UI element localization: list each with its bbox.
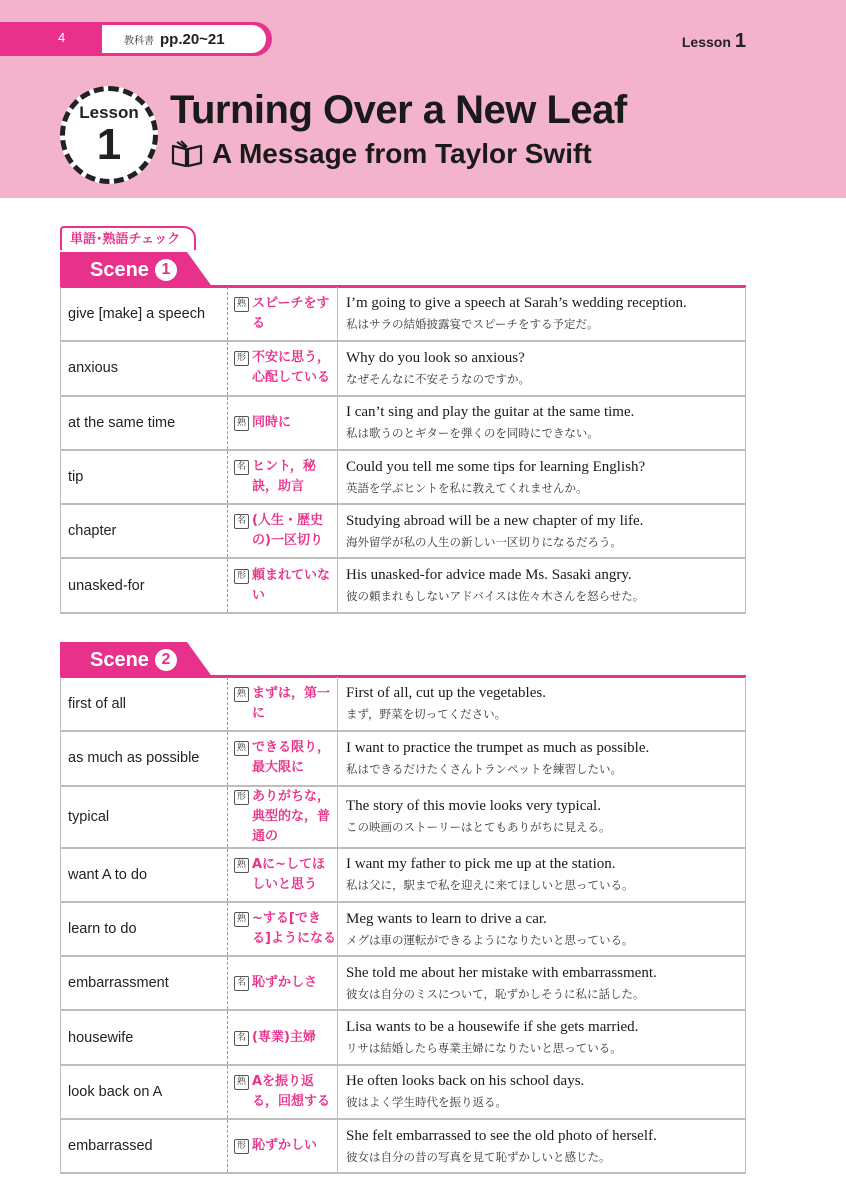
vocab-meaning-cell <box>228 450 338 504</box>
vocab-meaning: まずは，第一に <box>252 685 331 721</box>
example-english: She told me about her mistake with embarrassment. <box>346 964 657 981</box>
vocab-term-cell <box>61 558 228 612</box>
example-japanese: まず，野菜を切ってください。 <box>346 707 507 722</box>
vocab-term-cell <box>61 956 228 1010</box>
part-of-speech-badge: 形 <box>234 790 249 805</box>
vocab-term-cell <box>61 848 228 902</box>
part-of-speech-badge: 熟 <box>234 1075 249 1090</box>
table-row <box>61 1065 746 1119</box>
example-japanese: リサは結婚したら専業主婦になりたいと思っている。 <box>346 1041 622 1056</box>
vocab-check-tab: 単語･熟語チェック <box>60 226 196 250</box>
lesson-badge <box>60 86 158 184</box>
example-english: I want my father to pick me up at the station. <box>346 856 616 873</box>
vocab-meaning-cell <box>228 1119 338 1173</box>
vocab-term: give [make] a speech <box>68 305 206 322</box>
page-title: Turning Over a New Leaf <box>170 88 627 132</box>
part-of-speech-badge: 名 <box>234 976 249 991</box>
vocab-term-cell <box>61 450 228 504</box>
vocab-term: embarrassed <box>68 1138 153 1155</box>
vocab-meaning-cell <box>228 396 338 450</box>
vocab-term-cell <box>61 341 228 395</box>
page-number: 4 <box>58 30 66 45</box>
example-english: The story of this movie looks very typical. <box>346 798 601 815</box>
vocab-example-cell <box>338 956 746 1010</box>
vocab-term: want A to do <box>68 866 148 883</box>
vocab-meaning: 不安に思う，心配している <box>252 350 331 386</box>
part-of-speech-badge: 熟 <box>234 912 249 927</box>
example-english: I can’t sing and play the guitar at the same time. <box>346 404 635 421</box>
vocab-meaning-cell <box>228 341 338 395</box>
part-of-speech-badge: 熟 <box>234 858 249 873</box>
vocab-term: anxious <box>68 360 118 377</box>
vocab-meaning-cell <box>228 848 338 902</box>
vocab-term: unasked-for <box>68 577 145 594</box>
vocab-meaning: ~する[できる]ようになる <box>252 911 336 947</box>
vocab-meaning-cell <box>228 731 338 785</box>
vocab-example-cell <box>338 558 746 612</box>
table-row <box>61 558 746 612</box>
part-of-speech-badge: 形 <box>234 1139 249 1154</box>
part-of-speech-badge: 形 <box>234 351 249 366</box>
vocab-meaning-row <box>234 738 337 778</box>
vocab-example-cell <box>338 396 746 450</box>
running-head-lesson <box>682 30 746 53</box>
part-of-speech-badge: 名 <box>234 1031 249 1046</box>
vocab-term: tip <box>68 469 84 486</box>
vocab-example-cell <box>338 450 746 504</box>
vocab-term: typical <box>68 808 110 825</box>
vocab-term-cell <box>61 1119 228 1173</box>
vocab-term-cell <box>61 396 228 450</box>
vocab-meaning-row <box>234 1136 337 1156</box>
scene-2-header <box>60 642 213 678</box>
vocab-meaning: 同時に <box>252 414 292 430</box>
example-english: His unasked-for advice made Ms. Sasaki angry. <box>346 567 632 584</box>
scene-1-rows <box>61 287 746 613</box>
table-row <box>61 677 746 731</box>
vocab-meaning-row <box>234 457 337 497</box>
vocab-example-cell <box>338 731 746 785</box>
vocab-meaning-cell <box>228 504 338 558</box>
textbook-pages-box <box>102 25 266 53</box>
vocab-meaning-row <box>234 413 337 433</box>
table-row <box>61 956 746 1010</box>
example-japanese: 私は父に，駅まで私を迎えに来てほしいと思っている。 <box>346 878 634 893</box>
example-english: She felt embarrassed to see the old photo of herself. <box>346 1127 657 1144</box>
part-of-speech-badge: 名 <box>234 514 249 529</box>
scene-1-table <box>60 287 746 614</box>
example-japanese: 彼の頼まれもしないアドバイスは佐々木さんを怒らせた。 <box>346 589 645 604</box>
vocab-example-cell <box>338 1119 746 1173</box>
vocab-meaning-row <box>234 1072 337 1112</box>
vocab-meaning-row <box>234 511 337 551</box>
example-english: Why do you look so anxious? <box>346 349 525 366</box>
vocab-meaning-row <box>234 684 337 724</box>
page-subtitle-text: A Message from Taylor Swift <box>212 138 592 169</box>
textbook-label: 教科書 <box>124 35 154 47</box>
vocab-meaning-cell <box>228 956 338 1010</box>
open-book-icon <box>170 140 204 168</box>
vocab-example-cell <box>338 902 746 956</box>
vocab-term: at the same time <box>68 414 176 431</box>
part-of-speech-badge: 熟 <box>234 416 249 431</box>
vocab-term: housewife <box>68 1029 134 1046</box>
table-row <box>61 287 746 341</box>
table-row <box>61 341 746 395</box>
textbook-pages: pp.20~21 <box>160 30 225 48</box>
vocab-meaning-row <box>234 909 337 949</box>
vocab-meaning-cell <box>228 677 338 731</box>
scene-2-table <box>60 677 746 1174</box>
vocab-meaning-cell <box>228 558 338 612</box>
vocab-term-cell <box>61 287 228 341</box>
example-japanese: この映画のストーリーはとてもありがちに見える。 <box>346 820 611 835</box>
vocab-term-cell <box>61 786 228 848</box>
example-english: He often looks back on his school days. <box>346 1073 585 1090</box>
running-head-lesson-number: 1 <box>734 30 746 52</box>
vocab-example-cell <box>338 848 746 902</box>
part-of-speech-badge: 熟 <box>234 297 249 312</box>
part-of-speech-badge: 熟 <box>234 687 249 702</box>
vocab-meaning: 頼まれていない <box>252 567 331 603</box>
vocab-meaning-row <box>234 855 337 895</box>
scene-1-number: 1 <box>155 259 177 281</box>
vocab-example-cell <box>338 677 746 731</box>
vocab-meaning: できる限り，最大限に <box>252 740 331 776</box>
scene-2-pill-tail <box>187 642 213 678</box>
vocab-term-cell <box>61 1010 228 1064</box>
vocab-meaning-cell <box>228 1010 338 1064</box>
vocab-term-cell <box>61 1065 228 1119</box>
example-japanese: メグは車の運転ができるようになりたいと思っている。 <box>346 932 634 947</box>
vocab-meaning-row <box>234 294 337 334</box>
example-english: Meg wants to learn to drive a car. <box>346 910 547 927</box>
vocab-meaning: ありがちな，典型的な，普通の <box>252 788 331 844</box>
running-head-lesson-word: Lesson <box>681 34 731 50</box>
scene-1-header <box>60 252 213 288</box>
scene-1-label-pill <box>60 252 187 288</box>
scene-2-number: 2 <box>155 649 177 671</box>
vocab-meaning: Aを振り返る，回想する <box>252 1073 331 1109</box>
vocab-example-cell <box>338 287 746 341</box>
vocab-meaning-row <box>234 348 337 388</box>
vocab-example-cell <box>338 786 746 848</box>
scene-2-rows <box>61 677 746 1173</box>
part-of-speech-badge: 熟 <box>234 741 249 756</box>
vocab-meaning-cell <box>228 1065 338 1119</box>
table-row <box>61 731 746 785</box>
vocab-meaning: スピーチをする <box>252 295 330 331</box>
scene-1-pill-tail <box>187 252 213 288</box>
vocab-example-cell <box>338 1065 746 1119</box>
example-japanese: 海外留学が私の人生の新しい一区切りになるだろう。 <box>346 534 622 549</box>
table-row <box>61 902 746 956</box>
example-english: Could you tell me some tips for learning English? <box>346 458 646 475</box>
example-japanese: なぜそんなに不安そうなのですか。 <box>346 371 530 386</box>
example-english: Lisa wants to be a housewife if she gets married. <box>346 1019 639 1036</box>
vocab-meaning: 恥ずかしい <box>252 1138 318 1154</box>
vocab-example-cell <box>338 504 746 558</box>
vocab-term: chapter <box>68 523 117 540</box>
example-japanese: 私は歌うのとギターを弾くのを同時にできない。 <box>346 426 599 441</box>
vocab-meaning: Aに~してほしいと思う <box>252 856 325 892</box>
vocab-term: embarrassment <box>68 975 169 992</box>
example-japanese: 私はサラの結婚披露宴でスピーチをする予定だ。 <box>346 317 599 332</box>
vocab-term: look back on A <box>68 1083 163 1100</box>
vocab-term-cell <box>61 504 228 558</box>
example-english: First of all, cut up the vegetables. <box>346 685 546 702</box>
lesson-badge-number: 1 <box>96 120 122 169</box>
vocab-example-cell <box>338 1010 746 1064</box>
vocab-meaning-cell <box>228 902 338 956</box>
example-japanese: 彼女は自分の昔の写真を見て恥ずかしいと感じた。 <box>346 1149 611 1164</box>
example-english: I want to practice the trumpet as much as possible. <box>346 739 650 756</box>
table-row <box>61 504 746 558</box>
vocab-term-cell <box>61 902 228 956</box>
vocab-meaning: 恥ずかしさ <box>252 975 318 991</box>
scene-2-label-pill <box>60 642 187 678</box>
part-of-speech-badge: 名 <box>234 460 249 475</box>
table-row <box>61 848 746 902</box>
vocab-term: learn to do <box>68 921 137 938</box>
example-english: Studying abroad will be a new chapter of my life. <box>346 512 644 529</box>
table-row <box>61 1119 746 1173</box>
scene-2-label: Scene <box>90 649 149 671</box>
vocab-meaning-cell <box>228 287 338 341</box>
vocab-term: first of all <box>68 695 127 712</box>
table-row <box>61 786 746 848</box>
vocab-term-cell <box>61 677 228 731</box>
vocab-meaning: ヒント，秘訣，助言 <box>252 459 316 495</box>
table-row <box>61 450 746 504</box>
vocab-meaning-row <box>234 566 337 606</box>
vocab-meaning: (専業)主婦 <box>252 1029 316 1045</box>
example-japanese: 私はできるだけたくさんトランペットを練習したい。 <box>346 761 622 776</box>
part-of-speech-badge: 形 <box>234 569 249 584</box>
page-subtitle <box>170 138 592 170</box>
vocab-meaning-row <box>234 1028 337 1048</box>
example-japanese: 彼はよく学生時代を振り返る。 <box>346 1095 507 1110</box>
example-english: I’m going to give a speech at Sarah’s wedding reception. <box>346 295 687 312</box>
vocab-example-cell <box>338 341 746 395</box>
vocab-meaning-row <box>234 973 337 993</box>
lesson-badge-word: Lesson <box>79 103 139 122</box>
vocab-meaning: (人生・歴史の)一区切り <box>252 513 323 549</box>
table-row <box>61 1010 746 1064</box>
example-japanese: 英語を学ぶヒントを私に教えてくれませんか。 <box>346 480 588 495</box>
vocab-meaning-row <box>234 787 337 847</box>
table-row <box>61 396 746 450</box>
vocab-term-cell <box>61 731 228 785</box>
vocab-term: as much as possible <box>68 750 200 767</box>
scene-1-label: Scene <box>90 259 149 281</box>
vocab-meaning-cell <box>228 786 338 848</box>
example-japanese: 彼女は自分のミスについて，恥ずかしそうに私に話した。 <box>346 986 645 1001</box>
